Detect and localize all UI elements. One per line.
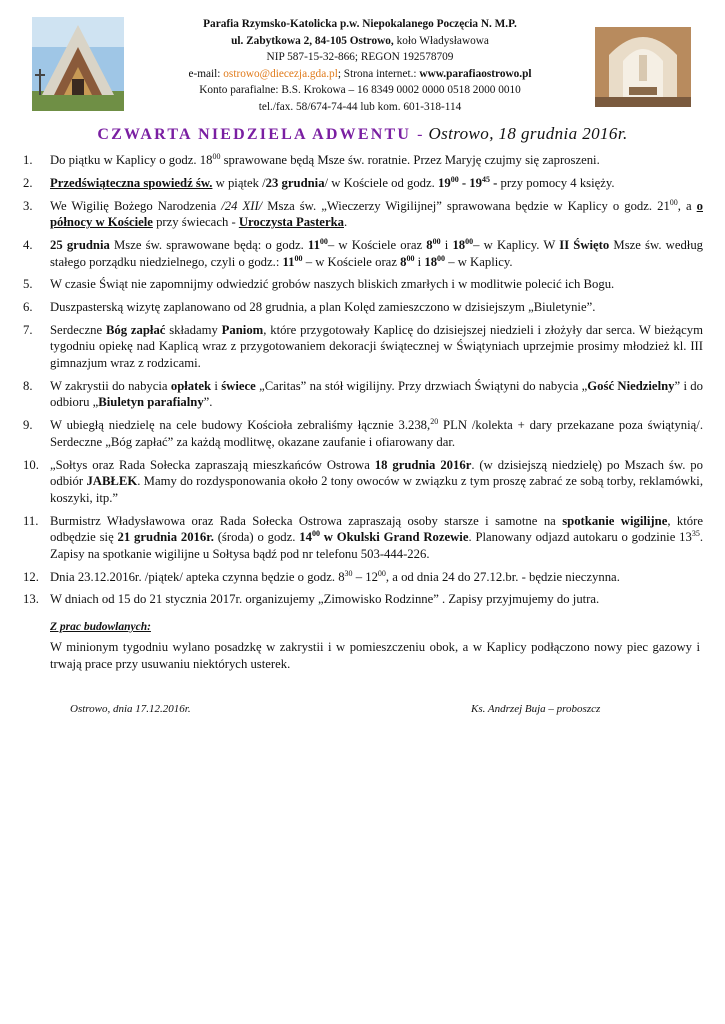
announcement-item: 1. Do piątku w Kaplicy o godz. $18^{00}$ sprawowane będą Msze św. roratnie. Przez Maryję czujmy się zaproszeni. <box>23 152 600 167</box>
announcement-item: 3. We Wigilię Bożego Narodzenia /24 XII/ Msza św. „Wieczerzy Wigilijnej” sprawowana będzie w Kaplicy o godz. $21^{00}$, a o północy w Kościele przy świecach - Uroczysta Pasterka. <box>23 197 703 230</box>
chapel-interior-photo <box>595 27 691 107</box>
sunday-title: CZWARTA NIEDZIELA ADWENTU <box>97 126 412 143</box>
email-link[interactable]: ostrowo@diecezja.gda.pl <box>223 67 338 80</box>
letterhead <box>0 0 725 130</box>
announcement-item: 4. 25 grudnia Msze św. sprawowane będą: o godz. $11^{00}-$ w Kościele oraz $8^{00}$ i $18^{00}-$ w Kaplicy. W II Święto Msze św. według stałego porządku niedzielnego, czyli o godz.: $11^{00}$ – w Kościele oraz $8^{00}$ i $18^{00}$ – w Kaplicy. <box>23 236 704 269</box>
announcement-item: 13. W dniach od 15 do 21 stycznia 2017r. organizujemy „Zimowisko Rodzinne” . Zapisy przyjmujemy do jutra. <box>23 592 600 607</box>
announcement-item: 2. Przedświąteczna spowiedź św. w piątek /23 grudnia/ w Kościele od godz. $19^{00} - 19^{45}$ - przy pomocy 4 księży. <box>23 174 615 190</box>
section-heading: Z prac budowlanych: <box>50 621 151 633</box>
announcement-item: 7. Serdeczne Bóg zapłać składamy Paniom, które przygotowały Kaplicę do dzisiejszej niedzieli i złożyły dar serca. W bieżącym tygodniu opiekę nad Kaplicą wraz z przygotowaniem dekoracji świątecznej w Świątyniach uprzejmie prosimy młodzież kl. III gimnazjum wraz z rodzicami. <box>23 322 703 371</box>
place-date: Ostrowo, 18 grudnia 2016r. <box>428 124 628 143</box>
parish-contact: e-mail: ostrowo@diecezja.gda.pl; Strona internet.: www.parafiaostrowo.pl <box>188 67 532 80</box>
page-title: CZWARTA NIEDZIELA ADWENTU - Ostrowo, 18 grudnia 2016r. <box>97 124 628 143</box>
parish-address: ul. Zabytkowa 2, 84-105 Ostrowo, koło Władysławowa <box>231 34 489 47</box>
announcement-item: 9. W ubiegłą niedzielę na cele budowy Kościoła zebraliśmy łącznie 3.238,20 PLN /kolekta + dary przekazane poza świątynią/. Serdeczne „Bóg zapłać” za każdą modlitwę, okazane zaufanie i ofiarowany dar. <box>23 417 703 449</box>
footer-date: Ostrowo, dnia 17.12.2016r. <box>70 703 191 715</box>
announcement-item: 10. „Sołtys oraz Rada Sołecka zapraszają mieszkańców Ostrowa 18 grudnia 2016r. (w dzisiejszą niedzielę) po Mszach św. po odbiór JABŁEK. Mamy do rozdysponowania około 2 tony owoców w związku z tym proszę zabrać ze sobą torby, reklamówki, koszyki, itp.” <box>23 457 703 505</box>
parish-tax-ids: NIP 587-15-32-866; REGON 192578709 <box>266 51 454 64</box>
website-link[interactable]: www.parafiaostrowo.pl <box>419 67 532 80</box>
parish-info <box>130 16 590 116</box>
section-text: W minionym tygodniu wylano posadzkę w zakrystii i w pomieszczeniu obok, a w Kaplicy podłączono nowy piec gazowy i trwają prace przy usuwaniu niektórych usterek. <box>50 640 700 671</box>
construction-section <box>50 621 700 672</box>
announcements-list <box>23 152 703 614</box>
announcement-item: 12. Dnia 23.12.2016r. /piątek/ apteka czynna będzie o godz. $8^{30} - 12^{00}$, a od dnia 24 do 27.12.br. - będzie nieczynna. <box>23 568 620 584</box>
announcement-item: 5. W czasie Świąt nie zapomnijmy odwiedzić grobów naszych bliskich zmarłych i w modlitwie polecić ich Bogu. <box>23 277 615 292</box>
announcement-item: 8. W zakrystii do nabycia opłatek i świece „Caritas” na stół wigilijny. Przy drzwiach Świątyni do nabycia „Gość Niedzielny” i do odbioru „Biuletyn parafialny”. <box>23 378 703 410</box>
parish-bank-account: Konto parafialne: B.S. Krokowa – 16 8349 0002 0000 0518 2000 0010 <box>199 84 521 97</box>
church-exterior-photo <box>32 17 124 111</box>
parish-name: Parafia Rzymsko-Katolicka p.w. Niepokalanego Poczęcia N. M.P. <box>203 18 517 30</box>
footer-signature: Ks. Andrzej Buja – proboszcz <box>471 703 601 715</box>
parish-phone: tel./fax. 58/674-74-44 lub kom. 601-318-114 <box>258 100 462 113</box>
announcement-item: 6. Duszpasterską wizytę zaplanowano od 28 grudnia, a plan Kolęd zamieszczono w dzisiejszym „Biuletynie”. <box>23 300 596 315</box>
announcement-item: 11. Burmistrz Władysławowa oraz Rada Sołecka Ostrowa zapraszają osoby starsze i samotne na spotkanie wigilijne, które odbędzie się 21 grudnia 2016r. (środa) o godz. $14^{00}$ w Okulski Grand Rozewie. Planowany odjazd autokaru o godzinie $13^{35}$. Zapisy na spotkanie wigilijne u Sołtysa bądź pod nr telefonu 503-444-226. <box>23 513 704 561</box>
